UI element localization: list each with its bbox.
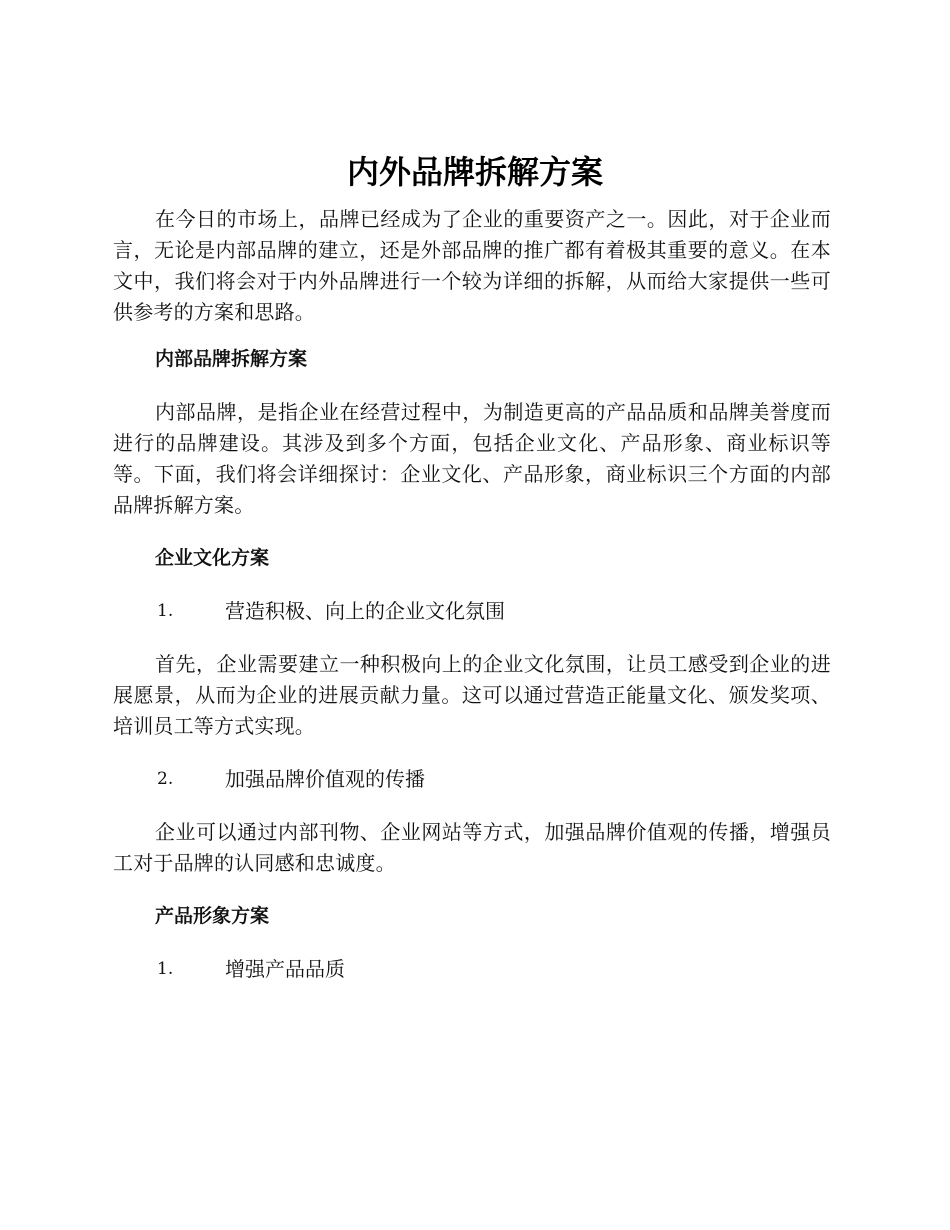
document-body bbox=[113, 204, 831, 985]
culture-item-1-paragraph: 首先，企业需要建立一种积极向上的企业文化氛围，让员工感受到企业的进展愿景，从而为企业的进展贡献力量。这可以通过营造正能量文化、颁发奖项、培训员工等方式实现。 bbox=[113, 652, 831, 738]
intro-paragraph: 在今日的市场上，品牌已经成为了企业的重要资产之一。因此，对于企业而言，无论是内部品牌的建立，还是外部品牌的推广都有着极其重要的意义。在本文中，我们将会对于内外品牌进行一个较为详细的拆解，从而给大家提供一些可供参考的方案和思路。 bbox=[113, 207, 831, 324]
culture-list-item-1 bbox=[113, 596, 831, 627]
list-number: 1. bbox=[157, 601, 174, 621]
list-label: 营造积极、向上的企业文化氛围 bbox=[225, 599, 505, 623]
culture-item-2-paragraph: 企业可以通过内部刊物、企业网站等方式，加强品牌价值观的传播，增强员工对于品牌的认同感和忠诚度。 bbox=[113, 820, 831, 875]
list-label: 增强产品品质 bbox=[225, 957, 345, 981]
list-number: 2. bbox=[157, 769, 174, 789]
product-image-heading: 产品形象方案 bbox=[155, 905, 270, 927]
culture-heading: 企业文化方案 bbox=[155, 547, 270, 569]
product-list-item-1 bbox=[113, 954, 831, 985]
internal-brand-paragraph: 内部品牌，是指企业在经营过程中，为制造更高的产品品质和品牌美誉度而进行的品牌建设。其涉及到多个方面，包括企业文化、产品形象、商业标识等等。下面，我们将会详细探讨：企业文化、产品形象，商业标识三个方面的内部品牌拆解方案。 bbox=[113, 400, 831, 517]
list-label: 加强品牌价值观的传播 bbox=[225, 767, 425, 791]
list-number: 1. bbox=[157, 959, 174, 979]
internal-brand-heading: 内部品牌拆解方案 bbox=[155, 348, 308, 370]
document-title: 内外品牌拆解方案 bbox=[346, 153, 603, 191]
culture-list-item-2 bbox=[113, 764, 831, 795]
